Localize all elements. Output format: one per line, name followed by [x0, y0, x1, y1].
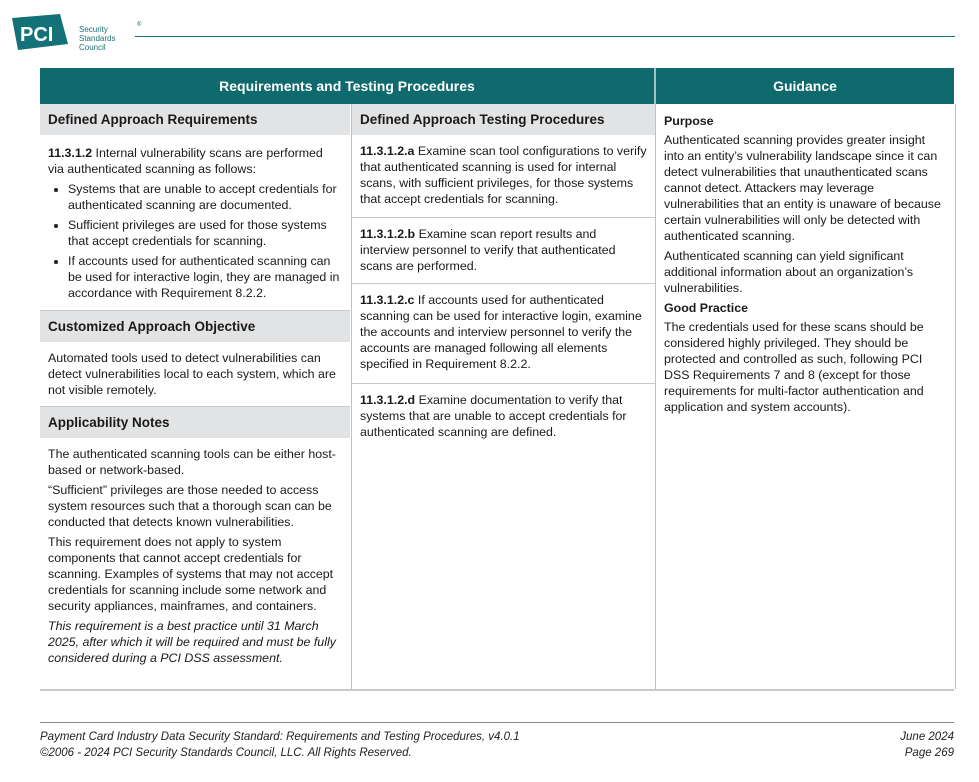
best-practice-note: This requirement is a best practice until 31 March 2025, after which it will be required and must be fully considered during a PCI DSS assessment.	[48, 619, 336, 665]
testing-procedure	[352, 217, 655, 283]
testing-procedure-text: Examine scan report results and interview personnel to verify that authenticated scans are performed.	[360, 227, 616, 273]
testing-procedure	[352, 383, 655, 450]
applicability-notes-title: Applicability Notes	[40, 406, 350, 438]
logo-registered-mark: ®	[137, 22, 142, 28]
customized-approach-text: Automated tools used to detect vulnerabilities can detect vulnerabilities local to each system, which are not visible remotely.	[48, 351, 336, 397]
testing-procedure-text: If accounts used for authenticated scanning can be used for interactive login, examine the accounts and interview personnel to verify the accounts are managed following all elements specified in Requirement 8.2.2.	[360, 293, 642, 371]
column-requirements	[40, 104, 350, 689]
testing-procedure-id: 11.3.1.2.a	[360, 144, 415, 158]
good-practice-text: The credentials used for these scans should be considered highly privileged. They should be protected and controlled as such, following PCI DSS Requirements 7 and 8 (except for those requirements for multi-factor authentication and application and system accounts).	[664, 320, 924, 414]
purpose-title: Purpose	[664, 114, 714, 128]
testing-procedures-title: Defined Approach Testing Procedures	[352, 104, 655, 135]
testing-procedure-id: 11.3.1.2.c	[360, 293, 415, 307]
requirement-bullet: • If accounts used for authenticated scanning can be used for interactive login, they are managed in accordance with Requirement 8.2.2.	[68, 253, 342, 301]
column-guidance	[655, 104, 956, 689]
testing-procedure-text: Examine documentation to verify that systems that are unable to accept credentials for authenticated scanning are defined.	[360, 393, 627, 439]
requirement-cell	[40, 135, 350, 310]
footer-rule	[40, 722, 954, 723]
applicability-paragraph: “Sufficient” privileges are those needed to access system resources such that a thorough scan can be conducted that detects known vulnerabilities.	[48, 483, 332, 529]
testing-procedure-text: Examine scan tool configurations to verify that authenticated scanning is used for internal scans, with sufficient privileges, for those systems that accept credentials for scanning.	[360, 144, 647, 206]
header-requirements-testing: Requirements and Testing Procedures	[219, 78, 475, 94]
requirement-statement	[48, 145, 342, 177]
testing-procedure-id: 11.3.1.2.d	[360, 393, 416, 407]
testing-procedure	[352, 283, 655, 383]
logo-line2: Standards Council	[79, 34, 116, 52]
pci-logo-icon	[12, 14, 68, 50]
requirement-bullet: • Systems that are unable to accept credentials for authenticated scanning are documented.	[68, 181, 342, 213]
guidance-cell	[656, 104, 955, 429]
good-practice-title: Good Practice	[664, 301, 749, 315]
logo-mark-text: PCI	[20, 24, 54, 46]
testing-procedure	[352, 135, 655, 217]
footer-page-number: Page 269	[904, 747, 954, 759]
header-guidance: Guidance	[773, 78, 837, 94]
purpose-paragraph: Authenticated scanning provides greater insight into an entity’s vulnerability landscape since it can detect vulnerabilities that unauthenticated scans cannot detect. Attackers may leverage vulnerabilities that an entity is unaware of because certain vulnerabilities will only be detected with authenticated scanning.	[664, 133, 941, 243]
logo-text	[79, 25, 130, 52]
applicability-notes	[40, 438, 350, 680]
footer-copyright: ©2006 - 2024 PCI Security Standards Council, LLC. All Rights Reserved.	[40, 747, 412, 759]
applicability-paragraph: The authenticated scanning tools can be either host-based or network-based.	[48, 447, 336, 477]
table-header-row	[40, 68, 954, 104]
defined-approach-requirements-title: Defined Approach Requirements	[40, 104, 350, 135]
header-rule	[135, 36, 955, 37]
applicability-paragraph: This requirement does not apply to system components that cannot accept credentials for scanning. Examples of systems that may not accept credentials for scanning include some network and security appliances, mainframes, and containers.	[48, 535, 334, 613]
pci-logo	[10, 10, 142, 52]
requirement-text: Internal vulnerability scans are performed via authenticated scanning as follows:	[48, 146, 323, 176]
requirement-bullets	[48, 181, 342, 301]
logo-line1: Security	[79, 25, 108, 34]
requirement-id: 11.3.1.2	[48, 146, 93, 160]
purpose-paragraph: Authenticated scanning can yield significant additional information about an organization’s vulnerabilities.	[664, 249, 914, 295]
footer-date: June 2024	[900, 731, 954, 743]
footer-right	[900, 729, 954, 761]
table-bottom-rule	[40, 689, 954, 691]
footer-document-title: Payment Card Industry Data Security Standard: Requirements and Testing Procedures, v4.0.1	[40, 731, 520, 743]
column-testing-procedures	[351, 104, 655, 689]
footer-left	[40, 729, 520, 761]
testing-procedure-id: 11.3.1.2.b	[360, 227, 416, 241]
requirements-table	[40, 68, 954, 689]
customized-approach-title: Customized Approach Objective	[40, 310, 350, 342]
requirement-bullet: • Sufficient privileges are used for those systems that accept credentials for scanning.	[68, 217, 342, 249]
